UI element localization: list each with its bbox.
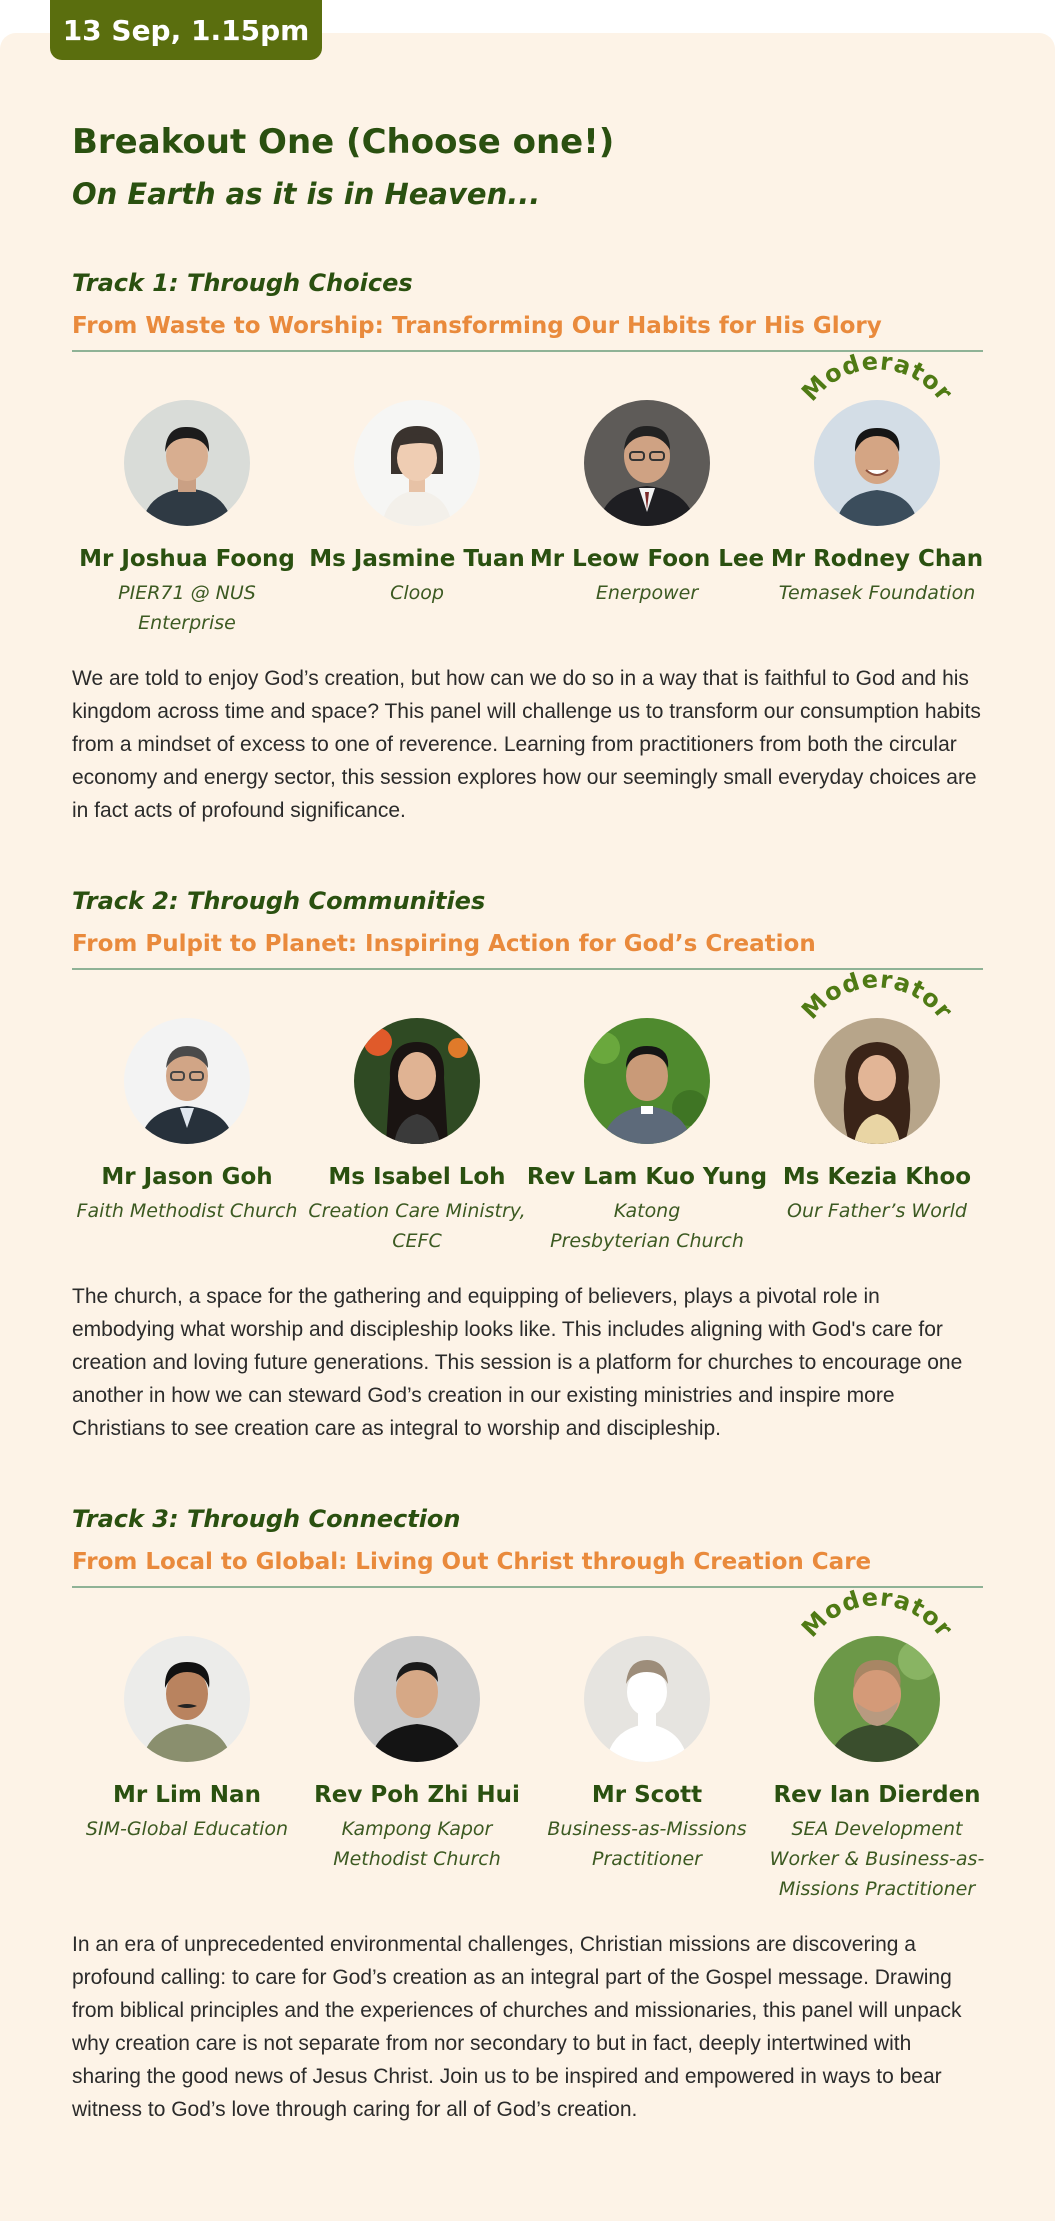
- organisation-line: Enerpower: [595, 582, 699, 604]
- track-section: [72, 1503, 983, 2126]
- organisation-line: Worker & Business-as-: [769, 1848, 985, 1870]
- track-description: We are told to enjoy God’s creation, but how can we do so in a way that is faithful to God and his kingdom across time and space? This panel will challenge us to transform our consumption habits from a mindset of excess to one of reverence. Learning from practitioners from both the circular economy and energy sector, this session explores how our seemingly small everyday choices are in fact acts of profound significance.: [72, 667, 981, 822]
- speaker-photo: [354, 1018, 480, 1144]
- organisation-line: PIER71 @ NUS: [118, 582, 256, 604]
- breakout-card: [0, 33, 1055, 2221]
- speaker-organisation: [302, 1814, 532, 1874]
- svg-text:Moderator: [796, 1583, 958, 1643]
- speaker-name: Rev Ian Dierden: [773, 1782, 981, 1808]
- avatar-wrap: [584, 1018, 710, 1144]
- speaker-organisation: [72, 1196, 302, 1226]
- speaker-photo: [354, 1636, 480, 1762]
- svg-text:Moderator: [796, 965, 958, 1025]
- speaker-name: Mr Rodney Chan: [770, 546, 984, 572]
- speaker-name: Mr Lim Nan: [113, 1782, 261, 1808]
- track-title: From Local to Global: Living Out Christ through Creation Care: [72, 1549, 872, 1575]
- avatar-wrap: [354, 1018, 480, 1144]
- speaker-card: [526, 1018, 768, 1256]
- speaker-organisation: [532, 1196, 762, 1256]
- moderator-text: Moderator: [796, 965, 959, 1025]
- moderator-text: Moderator: [796, 1583, 959, 1643]
- speaker-card: [532, 1636, 762, 1904]
- speaker-name: Ms Jasmine Tuan: [309, 546, 525, 572]
- speaker-organisation: [72, 578, 302, 638]
- speaker-card: [72, 400, 302, 638]
- moderator-label: [780, 340, 974, 450]
- avatar-wrap: [796, 965, 959, 1144]
- speaker-name: Ms Isabel Loh: [328, 1164, 506, 1190]
- moderator-label: [780, 1576, 974, 1686]
- speaker-card: [529, 400, 765, 638]
- speaker-photo: [124, 1018, 250, 1144]
- organisation-line: Methodist Church: [333, 1848, 501, 1870]
- svg-text:Moderator: [796, 347, 958, 407]
- speaker-card: [762, 965, 992, 1256]
- speaker-organisation: [72, 1814, 302, 1844]
- organisation-line: Faith Methodist Church: [76, 1200, 298, 1222]
- speaker-name: Rev Lam Kuo Yung: [526, 1164, 768, 1190]
- speaker-organisation: [762, 578, 992, 608]
- speaker-card: [302, 1018, 532, 1256]
- speaker-photo: [124, 1636, 250, 1762]
- speaker-name: Ms Kezia Khoo: [782, 1164, 972, 1190]
- speaker-photo: [354, 400, 480, 526]
- speaker-name: Rev Poh Zhi Hui: [314, 1782, 520, 1808]
- speaker-row: [72, 965, 983, 1256]
- speaker-name: Mr Joshua Foong: [79, 546, 295, 572]
- track-description: The church, a space for the gathering and equipping of believers, plays a pivotal role in embodying what worship and discipleship looks like. This includes aligning with God's care for creation and loving future generations. This session is a platform for churches to encourage one another in how we can steward God’s creation in our existing ministries and inspire more Christians to see creation care as integral to worship and discipleship.: [72, 1285, 963, 1440]
- avatar-wrap: [354, 400, 480, 526]
- speaker-card: [302, 400, 532, 638]
- avatar-wrap: [796, 347, 959, 526]
- organisation-line: Presbyterian Church: [550, 1230, 744, 1252]
- moderator-text: Moderator: [796, 347, 959, 407]
- organisation-line: Enterprise: [138, 612, 236, 634]
- speaker-organisation: [302, 578, 532, 608]
- speaker-organisation: [762, 1814, 992, 1904]
- organisation-line: Creation Care Ministry,: [308, 1200, 526, 1222]
- speaker-photo: [584, 400, 710, 526]
- organisation-line: Missions Practitioner: [778, 1878, 976, 1900]
- organisation-line: Katong: [613, 1200, 681, 1222]
- avatar-wrap: [124, 1636, 250, 1762]
- speaker-card: [302, 1636, 532, 1904]
- organisation-line: Kampong Kapor: [341, 1818, 493, 1840]
- organisation-line: Our Father’s World: [787, 1200, 967, 1222]
- speaker-name: Mr Scott: [591, 1782, 703, 1808]
- avatar-wrap: [796, 1583, 959, 1762]
- speaker-row: [72, 347, 984, 638]
- track-title: From Waste to Worship: Transforming Our Habits for His Glory: [72, 313, 882, 339]
- page-subtitle: On Earth as it is in Heaven...: [72, 177, 541, 211]
- track-label: Track 2: Through Communities: [72, 887, 486, 915]
- speaker-card: [72, 1636, 302, 1904]
- track-label: Track 1: Through Choices: [72, 269, 413, 297]
- track-title: From Pulpit to Planet: Inspiring Action for God’s Creation: [72, 931, 816, 957]
- speaker-photo: [584, 1018, 710, 1144]
- track-section: [72, 267, 983, 827]
- date-badge: 13 Sep, 1.15pm: [50, 0, 322, 60]
- avatar-wrap: [124, 400, 250, 526]
- tracks-container: [72, 267, 983, 2126]
- speaker-organisation: [532, 578, 762, 608]
- organisation-line: CEFC: [392, 1230, 442, 1252]
- organisation-line: Business-as-Missions: [547, 1818, 747, 1840]
- speaker-organisation: [302, 1196, 532, 1256]
- avatar-wrap: [124, 1018, 250, 1144]
- moderator-label: [780, 958, 974, 1068]
- speaker-card: [762, 347, 992, 638]
- track-section: [72, 885, 983, 1445]
- page-title: Breakout One (Choose one!): [72, 122, 615, 162]
- speaker-name: Mr Jason Goh: [101, 1164, 273, 1190]
- organisation-line: Cloop: [390, 582, 444, 604]
- organisation-line: Practitioner: [592, 1848, 702, 1870]
- organisation-line: Temasek Foundation: [778, 582, 976, 604]
- avatar-wrap: [584, 1636, 710, 1762]
- speaker-organisation: [762, 1196, 992, 1226]
- speaker-name: Mr Leow Foon Lee: [529, 546, 765, 572]
- track-description: In an era of unprecedented environmental challenges, Christian missions are discovering a profound calling: to care for God’s creation as an integral part of the Gospel message. Drawing from biblical principles and the experiences of churches and missionaries, this panel will unpack why creation care is not separate from nor secondary to but in fact, deeply intertwined with sharing the good news of Jesus Christ. Join us to be inspired and empowered in ways to bear witness to God’s love through caring for all of God’s creation.: [72, 1933, 962, 2121]
- speaker-card: [762, 1583, 992, 1904]
- speaker-photo: [584, 1636, 710, 1762]
- speaker-organisation: [532, 1814, 762, 1874]
- organisation-line: SEA Development: [791, 1818, 963, 1840]
- speaker-row: [72, 1583, 985, 1904]
- avatar-wrap: [584, 400, 710, 526]
- speaker-photo: [124, 400, 250, 526]
- track-label: Track 3: Through Connection: [72, 1505, 461, 1533]
- organisation-line: SIM-Global Education: [85, 1818, 289, 1840]
- avatar-wrap: [354, 1636, 480, 1762]
- speaker-card: [72, 1018, 302, 1256]
